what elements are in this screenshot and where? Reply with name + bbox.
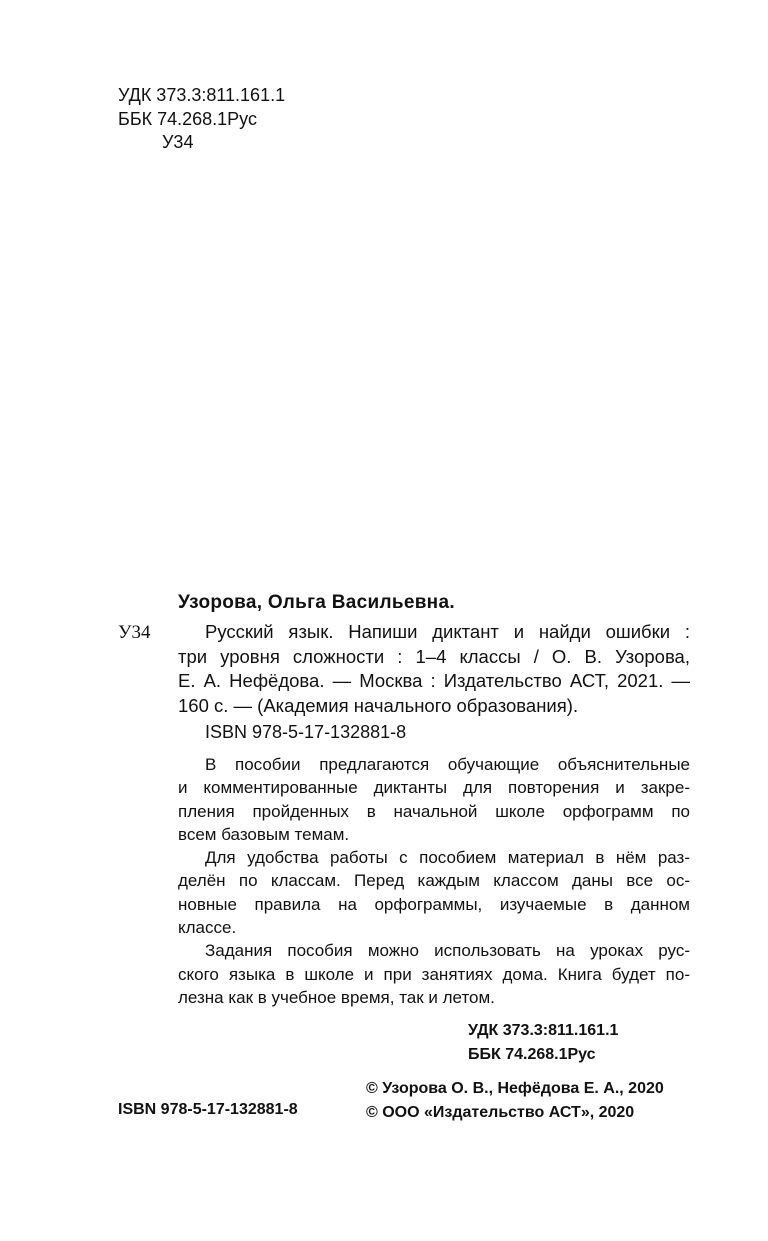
bbk-code: ББК 74.268.1Рус: [118, 108, 257, 129]
udk-code: УДК 373.3:811.161.1: [118, 85, 286, 105]
description-line: 160 с. — (Академия начального образования).: [178, 694, 579, 716]
abstract-line: ского языка в школе и при занятиях дома. Книга будет по-: [178, 964, 690, 984]
bottom-isbn: ISBN 978-5-17-132881-8: [118, 1101, 298, 1118]
bottom-classification: [468, 1019, 618, 1066]
description-line: Русский язык. Напиши диктант и найди ошибки :: [205, 621, 690, 642]
abstract-line: новные правила на орфограммы, изучаемые в данном: [178, 894, 690, 914]
abstract-line: лезна как в учебное время, так и летом.: [178, 987, 495, 1007]
copyright-publisher: © ООО «Издательство АСТ», 2020: [366, 1104, 635, 1121]
description-line: Е. А. Нефёдова. — Москва : Издательство АСТ, 2021. —: [178, 670, 690, 692]
bbk-code: ББК 74.268.1Рус: [468, 1045, 596, 1063]
copyright-authors: © Узорова О. В., Нефёдова Е. А., 2020: [366, 1080, 664, 1097]
copyright-block: [366, 1077, 664, 1125]
abstract-line: классе.: [178, 918, 237, 938]
record-code: У34: [118, 622, 151, 643]
abstract-line: всем базовым темам.: [178, 824, 350, 844]
abstract-line: пления пройденных в начальной школе орфограмм по: [178, 801, 690, 821]
udk-code: УДК 373.3:811.161.1: [468, 1022, 619, 1039]
abstract-line: В пособии предлагаются обучающие объяснительные: [205, 755, 690, 774]
bibliographic-description: [178, 620, 690, 718]
abstract-line: и комментированные диктанты для повторения и закре-: [178, 778, 690, 798]
abstract-line: Для удобства работы с пособием материал в нём раз-: [205, 848, 690, 868]
author-mark: У34: [162, 132, 194, 152]
record-author: Узорова, Ольга Васильевна.: [178, 592, 455, 613]
top-classification: [118, 84, 285, 155]
description-line: три уровня сложности : 1–4 классы / О. В. Узорова,: [178, 645, 690, 667]
abstract-line: делён по классам. Перед каждым классом даны все ос-: [178, 871, 690, 891]
abstract: [178, 753, 690, 1009]
abstract-line: Задания пособия можно использовать на уроках рус-: [205, 941, 690, 961]
record-isbn: ISBN 978-5-17-132881-8: [205, 722, 407, 742]
